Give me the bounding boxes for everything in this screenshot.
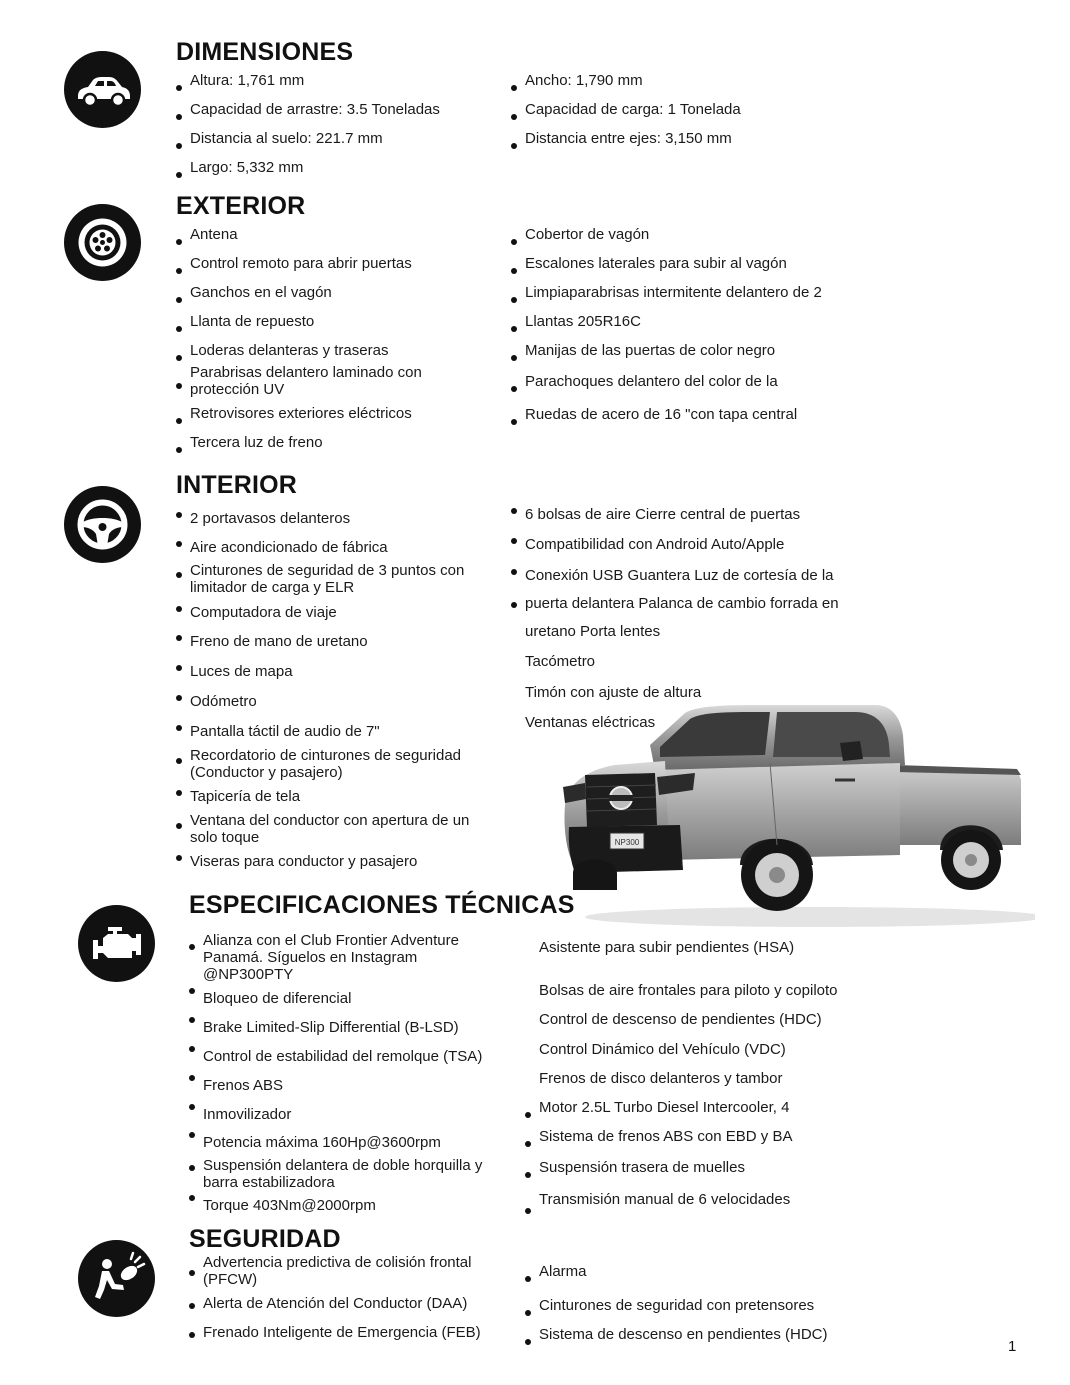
bullet-icon	[525, 1208, 531, 1214]
list-item: Suspensión delantera de doble horquilla y	[189, 1157, 482, 1174]
list-item: Tacómetro	[525, 653, 596, 670]
list-item-continuation: uretano Porta lentes	[525, 623, 661, 640]
bullet-icon	[189, 1270, 195, 1276]
bullet-icon	[176, 172, 182, 178]
bullet-icon	[189, 988, 195, 994]
bullet-icon	[176, 268, 182, 274]
bullet-icon	[176, 114, 182, 120]
list-item: Inmovilizador	[189, 1106, 291, 1123]
list-item: Control remoto para abrir puertas	[176, 255, 412, 272]
list-item: Conexión USB Guantera Luz de cortesía de la	[511, 567, 834, 584]
list-item: Ventanas eléctricas	[525, 714, 656, 731]
list-item: Capacidad de carga: 1 Tonelada	[511, 101, 741, 118]
list-item: Advertencia predictiva de colisión frontal	[189, 1254, 471, 1271]
list-item: Llanta de repuesto	[176, 313, 314, 330]
list-item: Potencia máxima 160Hp@3600rpm	[189, 1134, 441, 1151]
list-item: Alerta de Atención del Conductor (DAA)	[189, 1295, 467, 1312]
list-item: Cinturones de seguridad con pretensores	[525, 1297, 814, 1314]
list-item: Tapicería de tela	[176, 788, 300, 805]
list-item: Ventana del conductor con apertura de un	[176, 812, 469, 829]
list-item: Retrovisores exteriores eléctricos	[176, 405, 412, 422]
list-item: Ruedas de acero de 16 "con tapa central	[511, 406, 797, 423]
list-item: Parabrisas delantero laminado con	[176, 364, 422, 381]
list-item: 2 portavasos delanteros	[176, 510, 350, 527]
list-item: Tercera luz de freno	[176, 434, 323, 451]
list-item: Capacidad de arrastre: 3.5 Toneladas	[176, 101, 440, 118]
list-item: Aire acondicionado de fábrica	[176, 539, 388, 556]
list-item: Compatibilidad con Android Auto/Apple	[511, 536, 784, 553]
list-item-continuation: Panamá. Síguelos en Instagram	[203, 949, 418, 966]
bullet-icon	[176, 512, 182, 518]
heading-interior: INTERIOR	[176, 471, 298, 499]
list-item-continuation: @NP300PTY	[203, 966, 294, 983]
list-item: Control de descenso de pendientes (HDC)	[539, 1011, 822, 1028]
bullet-icon	[176, 383, 182, 389]
engine-icon	[78, 905, 155, 982]
bullet-icon	[176, 790, 182, 796]
list-item: Suspensión trasera de muelles	[525, 1159, 745, 1176]
list-item: Antena	[176, 226, 238, 243]
list-item: Transmisión manual de 6 velocidades	[525, 1191, 790, 1208]
list-item: Asistente para subir pendientes (HSA)	[539, 939, 795, 956]
bullet-icon	[176, 239, 182, 245]
list-item: Alianza con el Club Frontier Adventure	[189, 932, 459, 949]
bullet-icon	[189, 1075, 195, 1081]
list-item-continuation: limitador de carga y ELR	[190, 579, 355, 596]
bullet-icon	[189, 1332, 195, 1338]
heading-dimensiones: DIMENSIONES	[176, 38, 354, 66]
bullet-icon	[176, 85, 182, 91]
list-item: Altura: 1,761 mm	[176, 72, 304, 89]
bullet-icon	[511, 326, 517, 332]
list-item: Frenado Inteligente de Emergencia (FEB)	[189, 1324, 481, 1341]
list-item: Pantalla táctil de audio de 7"	[176, 723, 380, 740]
bullet-icon	[511, 538, 517, 544]
bullet-icon	[525, 1276, 531, 1282]
bullet-icon	[176, 823, 182, 829]
bullet-icon	[189, 944, 195, 950]
list-item: Control de estabilidad del remolque (TSA)	[189, 1048, 482, 1065]
list-item: puerta delantera Palanca de cambio forrada en	[511, 595, 839, 612]
list-item: Sistema de descenso en pendientes (HDC)	[525, 1326, 828, 1343]
bullet-icon	[525, 1310, 531, 1316]
car-icon	[64, 51, 141, 128]
page-number: 1	[1008, 1338, 1017, 1355]
bullet-icon	[511, 268, 517, 274]
bullet-icon	[176, 665, 182, 671]
bullet-icon	[511, 239, 517, 245]
bullet-icon	[511, 508, 517, 514]
list-item-continuation: (PFCW)	[203, 1271, 258, 1288]
bullet-icon	[176, 695, 182, 701]
bullet-icon	[176, 758, 182, 764]
bullet-icon	[176, 326, 182, 332]
list-item: Alarma	[525, 1263, 587, 1280]
bullet-icon	[511, 143, 517, 149]
list-item-continuation: barra estabilizadora	[203, 1174, 335, 1191]
list-item: Sistema de frenos ABS con EBD y BA	[525, 1128, 792, 1145]
bullet-icon	[511, 297, 517, 303]
list-item: Manijas de las puertas de color negro	[511, 342, 775, 359]
bullet-icon	[511, 419, 517, 425]
list-item: Distancia entre ejes: 3,150 mm	[511, 130, 732, 147]
list-item: Bloqueo de diferencial	[189, 990, 351, 1007]
list-item: Ancho: 1,790 mm	[511, 72, 643, 89]
bullet-icon	[511, 355, 517, 361]
list-item: Largo: 5,332 mm	[176, 159, 303, 176]
list-item: Ganchos en el vagón	[176, 284, 332, 301]
list-item: Torque 403Nm@2000rpm	[189, 1197, 376, 1214]
bullet-icon	[525, 1112, 531, 1118]
heading-seguridad: SEGURIDAD	[189, 1225, 341, 1253]
list-item-continuation: solo toque	[190, 829, 260, 846]
bullet-icon	[511, 569, 517, 575]
heading-exterior: EXTERIOR	[176, 192, 306, 220]
bullet-icon	[176, 143, 182, 149]
list-item: Brake Limited-Slip Differential (B-LSD)	[189, 1019, 459, 1036]
bullet-icon	[525, 1172, 531, 1178]
list-item: Limpiaparabrisas intermitente delantero de 2	[511, 284, 822, 301]
bullet-icon	[176, 447, 182, 453]
bullet-icon	[189, 1017, 195, 1023]
list-item: Escalones laterales para subir al vagón	[511, 255, 787, 272]
list-item: Frenos ABS	[189, 1077, 283, 1094]
list-item: Computadora de viaje	[176, 604, 337, 621]
bullet-icon	[176, 725, 182, 731]
bullet-icon	[189, 1165, 195, 1171]
steering-wheel-icon	[64, 486, 141, 563]
bullet-icon	[511, 114, 517, 120]
bullet-icon	[189, 1132, 195, 1138]
bullet-icon	[176, 572, 182, 578]
list-item: Llantas 205R16C	[511, 313, 641, 330]
bullet-icon	[176, 855, 182, 861]
heading-especificaciones: ESPECIFICACIONES TÉCNICAS	[189, 891, 575, 919]
bullet-icon	[189, 1303, 195, 1309]
truck-badge: NP300	[614, 838, 640, 847]
list-item: Frenos de disco delanteros y tambor	[539, 1070, 783, 1087]
list-item: Distancia al suelo: 221.7 mm	[176, 130, 383, 147]
list-item: Motor 2.5L Turbo Diesel Intercooler, 4	[525, 1099, 789, 1116]
bullet-icon	[511, 85, 517, 91]
bullet-icon	[189, 1104, 195, 1110]
airbag-icon	[78, 1240, 155, 1317]
list-item: 6 bolsas de aire Cierre central de puertas	[511, 506, 800, 523]
list-item: Freno de mano de uretano	[176, 633, 368, 650]
bullet-icon	[189, 1195, 195, 1201]
bullet-icon	[176, 635, 182, 641]
list-item: Bolsas de aire frontales para piloto y copiloto	[539, 982, 838, 999]
list-item: Viseras para conductor y pasajero	[176, 853, 417, 870]
list-item: Luces de mapa	[176, 663, 293, 680]
list-item: Loderas delanteras y traseras	[176, 342, 388, 359]
bullet-icon	[176, 418, 182, 424]
bullet-icon	[176, 297, 182, 303]
list-item: Odómetro	[176, 693, 257, 710]
list-item-continuation: (Conductor y pasajero)	[190, 764, 343, 781]
list-item: Cinturones de seguridad de 3 puntos con	[176, 562, 464, 579]
list-item: Parachoques delantero del color de la	[511, 373, 778, 390]
bullet-icon	[176, 606, 182, 612]
list-item: Cobertor de vagón	[511, 226, 649, 243]
list-item: Control Dinámico del Vehículo (VDC)	[539, 1041, 786, 1058]
list-item: Recordatorio de cinturones de seguridad	[176, 747, 461, 764]
bullet-icon	[189, 1046, 195, 1052]
bullet-icon	[525, 1339, 531, 1345]
bullet-icon	[176, 355, 182, 361]
wheel-icon	[64, 204, 141, 281]
bullet-icon	[511, 386, 517, 392]
bullet-icon	[525, 1141, 531, 1147]
list-item: Timón con ajuste de altura	[525, 684, 702, 701]
list-item-continuation: protección UV	[190, 381, 285, 398]
bullet-icon	[511, 602, 517, 608]
bullet-icon	[176, 541, 182, 547]
